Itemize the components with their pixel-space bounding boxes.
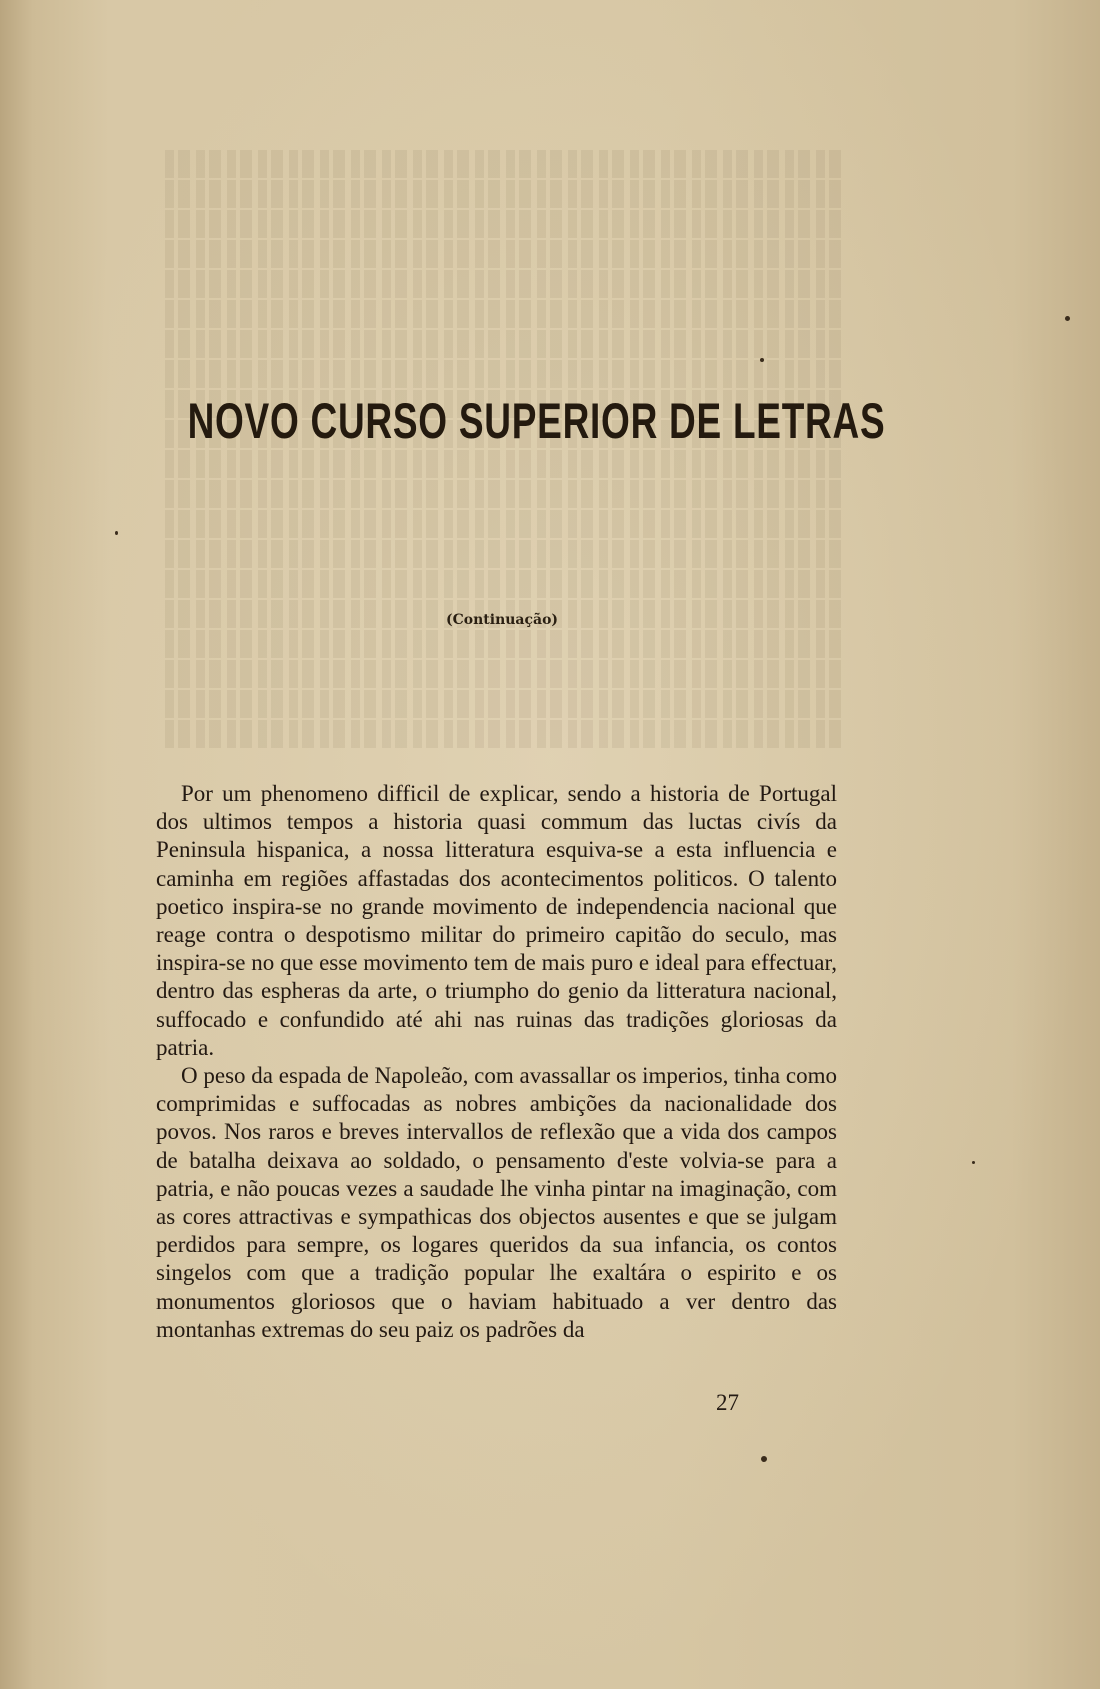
article-subtitle: (Continuação) bbox=[446, 612, 559, 628]
paragraph: Por um phenomeno difficil de explicar, sendo a historia de Portugal dos ultimos tempos a historia quasi commum das luctas civís da Peninsula hispanica, a nossa litteratura esquiva-se a esta influencia e caminha em regiões affastadas dos acontecimentos politicos. O talento poetico inspira-se no grande movimento de independencia nacional que reage contra o despotismo militar do primeiro capitão do seculo, mas inspira-se no que esse movimento tem de mais puro e ideal para effectuar, dentro das espheras da arte, o triumpho do genio da litteratura nacional, suffocado e confundido até ahi nas ruinas das tradições gloriosas da patria. bbox=[156, 781, 837, 1060]
page-number: 27 bbox=[716, 1390, 739, 1415]
paper-speck bbox=[972, 1161, 975, 1164]
article-title: NOVO CURSO SUPERIOR DE LETRAS bbox=[187, 393, 886, 449]
bleed-through-text bbox=[165, 150, 845, 750]
paper-speck bbox=[760, 358, 764, 362]
paper-speck bbox=[1065, 316, 1070, 321]
article-body bbox=[156, 780, 837, 1344]
paragraph: O peso da espada de Napoleão, com avassallar os imperios, tinha como comprimidas e suffocadas as nobres ambições da nacionalidade dos povos. Nos raros e breves intervallos de reflexão que a vida dos campos de batalha deixava ao soldado, o pensamento d'este volvia-se para a patria, e não poucas vezes a saudade lhe vinha pintar na imaginação, com as cores attractivas e sympathicas dos objectos ausentes e que se julgam perdidos para sempre, os logares queridos da sua infancia, os contos singelos com que a tradição popular lhe exaltára o espirito e os monumentos gloriosos que o haviam habituado a ver dentro das montanhas extremas do seu paiz os padrões da bbox=[156, 1063, 837, 1342]
paper-speck bbox=[761, 1456, 767, 1462]
paper-speck bbox=[115, 531, 118, 535]
